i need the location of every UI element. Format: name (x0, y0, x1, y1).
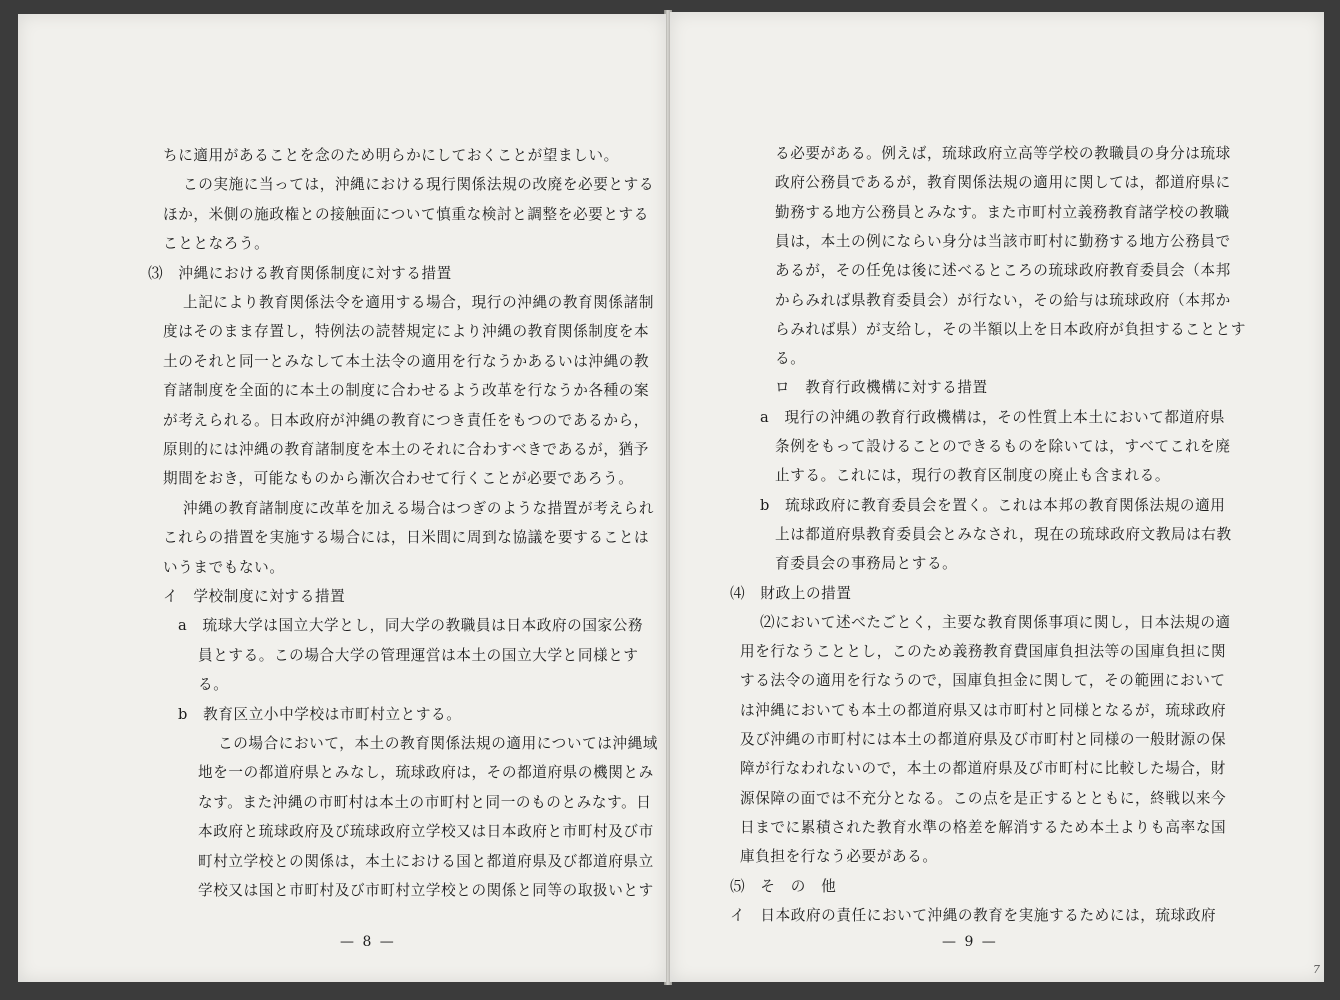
left-page-line: 上記により教育関係法令を適用する場合，現行の沖縄の教育関係諸制 (183, 294, 655, 311)
left-page-line: が考えられる。日本政府が沖縄の教育につき責任をもつのであるから， (163, 411, 649, 429)
right-page-line: ⑷ 財政上の措置 (730, 584, 852, 602)
right-page-line: b 琉球政府に教育委員会を置く。これは本邦の教育関係法規の適用 (760, 496, 1226, 514)
left-page-line: 沖縄の教育諸制度に改革を加える場合はつぎのような措置が考えられ (183, 499, 655, 517)
left-page-line: a 琉球大学は国立大学とし，同大学の教職員は日本政府の国家公務 (178, 617, 644, 635)
right-page-line: る必要がある。例えば，琉球政府立高等学校の教職員の身分は琉球 (775, 145, 1231, 162)
left-page-line: b 教育区立小中学校は市町村立とする。 (178, 705, 462, 723)
right-page-line: イ 日本政府の責任において沖縄の教育を実施するためには，琉球政府 (730, 906, 1217, 924)
left-page-line: 地を一の都道府県とみなし，琉球政府は，その都道府県の機関とみ (198, 764, 654, 782)
corner-mark: 7 (1313, 963, 1320, 976)
right-page-line: a 現行の沖縄の教育行政機構は，その性質上本土において都道府県 (760, 408, 1226, 426)
left-page-line: 員とする。この場合大学の管理運営は本土の国立大学と同様とす (198, 646, 639, 664)
left-page-line: 学校又は国と市町村及び市町村立学校との関係と同等の取扱いとす (198, 882, 654, 899)
right-page-line: 条例をもって設けることのできるものを除いては，すべてこれを廃 (775, 438, 1231, 455)
right-page-line: 止する。これには，現行の教育区制度の廃止も含まれる。 (775, 467, 1171, 485)
left-page-line: この実施に当っては，沖縄における現行関係法規の改廃を必要とする (183, 176, 655, 194)
right-page-line: 員は，本土の例にならい身分は当該市町村に勤務する地方公務員で (775, 232, 1231, 250)
right-page-line: 日までに累積された教育水準の格差を解消するため本土よりも高率な国 (740, 818, 1227, 836)
left-page (18, 14, 666, 982)
left-page-line: ちに適用があることを念のため明らかにしておくことが望ましい。 (163, 147, 619, 164)
right-page-line: ⑸ そ の 他 (730, 877, 837, 895)
right-page-line: る。 (775, 350, 806, 368)
right-page-line: する法令の適用を行なうので，国庫負担金に関して，その範囲において (740, 672, 1226, 690)
left-page-line: ほか，米側の施政権との接触面について慎重な検討と調整を必要とする (163, 205, 649, 223)
right-page-line: からみれば県教育委員会）が行ない，その給与は琉球政府（本邦か (775, 291, 1231, 309)
right-page-line: あるが，その任免は後に述べるところの琉球政府教育委員会（本邦 (775, 262, 1231, 280)
left-page-line: 原則的には沖縄の教育諸制度を本土のそれに合わすべきであるが，猶予 (163, 441, 649, 458)
page-number-left: — 8 — (340, 934, 396, 950)
right-page-line: は沖縄においても本土の都道府県又は市町村と同様となるが，琉球政府 (740, 701, 1227, 719)
right-page (670, 12, 1324, 982)
right-page-line: 勤務する地方公務員とみなす。また市町村立義務教育諸学校の教職 (775, 203, 1230, 221)
right-page-line: 用を行なうこととし，このため義務教育費国庫負担法等の国庫負担に関 (740, 643, 1227, 661)
left-page-line: ⑶ 沖縄における教育関係制度に対する措置 (148, 264, 452, 282)
left-page-line: なす。また沖縄の市町村は本土の市町村と同一のものとみなす。日 (198, 793, 652, 811)
left-page-line: 本政府と琉球政府及び琉球政府立学校又は日本政府と市町村及び市 (198, 823, 654, 841)
left-page-line: 育諸制度を全面的に本土の制度に合わせるよう改革を行なうか各種の案 (163, 382, 650, 400)
left-page-line: 期間をおき，可能なものから漸次合わせて行くことが必要であろう。 (163, 470, 634, 488)
page-number-right: — 9 — (942, 934, 998, 950)
right-page-line: 上は都道府県教育委員会とみなされ，現在の琉球政府文教局は右教 (775, 525, 1232, 543)
left-page-line: この場合において，本土の教育関係法規の適用については沖縄域 (218, 735, 659, 752)
right-page-line: 障が行なわれないので，本土の都道府県及び市町村に比較した場合，財 (740, 760, 1226, 778)
left-page-line: これらの措置を実施する場合には，日米間に周到な協議を要することは (163, 529, 650, 547)
right-page-line: 政府公務員であるが，教育関係法規の適用に関しては，都道府県に (775, 174, 1231, 192)
left-page-line: こととなろう。 (163, 235, 270, 253)
right-page-line: ロ 教育行政機構に対する措置 (775, 379, 988, 397)
right-page-line: 育委員会の事務局とする。 (775, 555, 958, 573)
right-page-line: 庫負担を行なう必要がある。 (740, 848, 938, 866)
right-page-line: 源保障の面では不充分となる。この点を是正するとともに，終戦以来今 (740, 789, 1227, 807)
left-page-line: イ 学校制度に対する措置 (163, 588, 346, 605)
left-page-line: いうまでもない。 (163, 558, 285, 576)
right-page-line: 及び沖縄の市町村には本土の都道府県及び市町村と同様の一般財源の保 (740, 731, 1227, 748)
left-page-line: 土のそれと同一とみなして本土法令の適用を行なうかあるいは沖縄の教 (163, 352, 650, 370)
right-page-line: らみれば県）が支给し，その半額以上を日本政府が負担することとす (775, 320, 1247, 338)
left-page-line: 度はそのまま存置し，特例法の読替規定により沖縄の教育関係制度を本 (163, 323, 650, 341)
left-page-line: る。 (198, 676, 229, 694)
left-page-line: 町村立学校との関係は，本土における国と都道府県及び都道府県立 (198, 852, 654, 870)
right-page-line: ⑵において述べたごとく，主要な教育関係事項に関し，日本法規の適 (760, 613, 1231, 631)
